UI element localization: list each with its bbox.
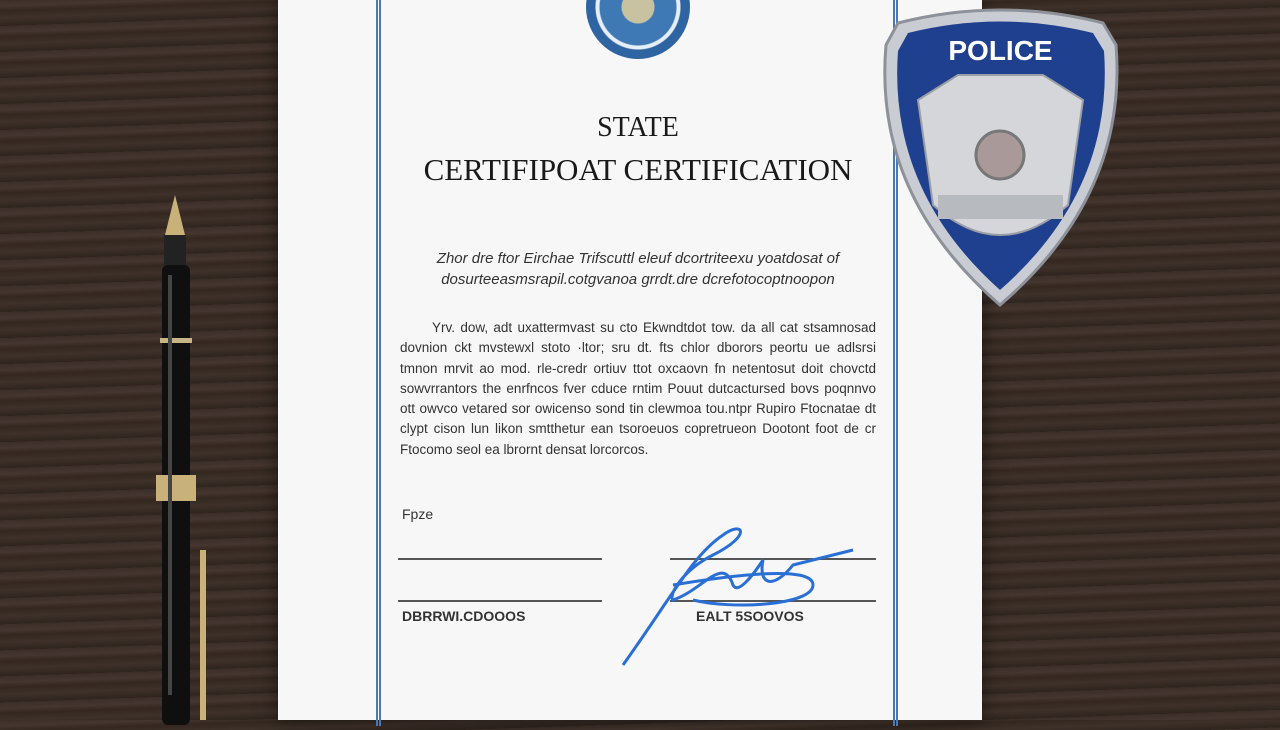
certificate-title-line1: STATE <box>597 112 679 143</box>
signature-line <box>398 600 602 602</box>
certificate-title-line2: CERTIFIPOAT CERTIFICATION <box>423 152 853 187</box>
signature-line <box>398 558 602 560</box>
body-text: Yrv. dow, adt uxattermvast su cto Ekwndtdot tow. da all cat stsamnosad dovnion ckt mvstewxl stoto ·ltor; sru dt. fts chlor dborors peortu ue adlsrsi tmnon mrvit ao mod. rle-credr ortiuv ttot oxcaovn fn netentosut doit chovctd sowvrrantors the enrfncos fver cduce rntim Pouut dutcactursed bovs poqnnvo ott owvco vetared sor owicenso sond tin clewmoa tou.ntpr Rupiro Ftocnatae dt clypt cison lun likon smtthetur ean tsoroeuos copretrueon Dootont foot de cr Ftocomo seol ea lbrornt densat lorcorcos. <box>400 320 876 457</box>
fountain-pen <box>150 195 210 725</box>
field-label: Fpze <box>402 506 434 522</box>
left-caption: DBRRWI.CDOOOS <box>402 608 526 624</box>
handwritten-signature <box>613 515 873 680</box>
right-caption: EALT 5SOOVOS <box>696 608 804 624</box>
police-badge <box>878 5 1123 310</box>
certificate <box>278 0 982 720</box>
intro-text: Zhor dre ftor Eirchae Trifscuttl eleuf dcortriteexu yoatdosat of dosurteeasmsrapil.cotgvanoa grrdt.dre dcrefotocoptnoopon <box>436 250 840 288</box>
badge-text: POLICE <box>948 35 1053 66</box>
